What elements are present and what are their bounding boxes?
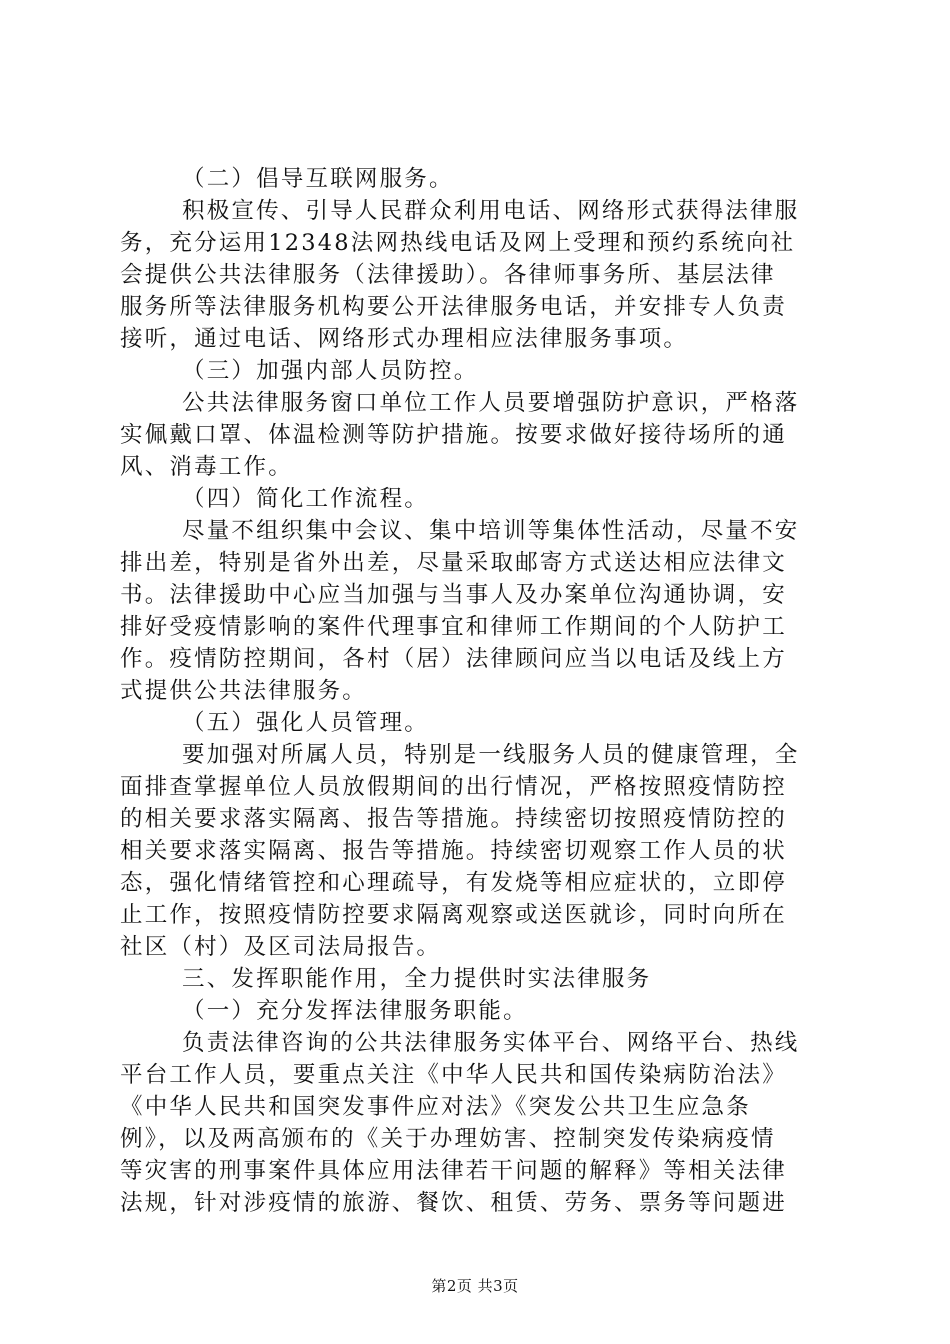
paragraph-line: 风、消毒工作。: [120, 454, 293, 480]
paragraph-line: 服务所等法律服务机构要公开法律服务电话，并安排专人负责: [120, 294, 787, 320]
paragraph-line: 等灾害的刑事案件具体应用法律若干问题的解释》等相关法律: [120, 1158, 787, 1184]
paragraph-line: 务，充分运用12348法网热线电话及网上受理和预约系统向社: [120, 230, 796, 256]
paragraph-first-line: 要加强对所属人员，特别是一线服务人员的健康管理，全: [182, 742, 800, 768]
paragraph-line: 相关要求落实隔离、报告等措施。持续密切观察工作人员的状: [120, 838, 787, 864]
paragraph-line: 作。疫情防控期间，各村（居）法律顾问应当以电话及线上方: [120, 646, 787, 672]
paragraph-first-line: （三）加强内部人员防控。: [182, 358, 479, 384]
paragraph-line: 排好受疫情影响的案件代理事宜和律师工作期间的个人防护工: [120, 614, 787, 640]
paragraph-first-line: （五）强化人员管理。: [182, 710, 430, 736]
paragraph-line: 《中华人民共和国突发事件应对法》《突发公共卫生应急条: [120, 1094, 751, 1120]
paragraph-line: 书。法律援助中心应当加强与当事人及办案单位沟通协调，安: [120, 582, 787, 608]
paragraph-line: 平台工作人员，要重点关注《中华人民共和国传染病防治法》: [120, 1062, 787, 1088]
paragraph-line: 止工作，按照疫情防控要求隔离观察或送医就诊，同时向所在: [120, 902, 787, 928]
paragraph-line: 的相关要求落实隔离、报告等措施。持续密切按照疫情防控的: [120, 806, 787, 832]
paragraph-line: 态，强化情绪管控和心理疏导，有发烧等相应症状的，立即停: [120, 870, 787, 896]
paragraph-line: 排出差，特别是省外出差，尽量采取邮寄方式送达相应法律文: [120, 550, 787, 576]
paragraph-first-line: 公共法律服务窗口单位工作人员要增强防护意识，严格落: [182, 390, 800, 416]
paragraph-first-line: （四）简化工作流程。: [182, 486, 430, 512]
paragraph-first-line: 尽量不组织集中会议、集中培训等集体性活动，尽量不安: [182, 518, 800, 544]
paragraph-line: 面排查掌握单位人员放假期间的出行情况，严格按照疫情防控: [120, 774, 787, 800]
document-body: [120, 163, 832, 1219]
paragraph-first-line: 负责法律咨询的公共法律服务实体平台、网络平台、热线: [182, 1030, 800, 1056]
paragraph-first-line: （二）倡导互联网服务。: [182, 166, 454, 192]
paragraph-first-line: 三、发挥职能作用，全力提供时实法律服务: [182, 966, 652, 992]
paragraph-line: 社区（村）及区司法局报告。: [120, 934, 442, 960]
page-number-footer: 第2页 共3页: [431, 1277, 519, 1295]
paragraph-line: 会提供公共法律服务（法律援助）。各律师事务所、基层法律: [120, 262, 776, 288]
paragraph-line: 例》，以及两高颁布的《关于办理妨害、控制突发传染病疫情: [120, 1126, 776, 1152]
paragraph-line: 接听，通过电话、网络形式办理相应法律服务事项。: [120, 326, 689, 352]
paragraph-first-line: （一）充分发挥法律服务职能。: [182, 998, 528, 1024]
paragraph-line: 法规，针对涉疫情的旅游、餐饮、租赁、劳务、票务等问题进: [120, 1190, 787, 1216]
paragraph-line: 式提供公共法律服务。: [120, 678, 368, 704]
paragraph-line: 实佩戴口罩、体温检测等防护措施。按要求做好接待场所的通: [120, 422, 787, 448]
paragraph-first-line: 积极宣传、引导人民群众利用电话、网络形式获得法律服: [182, 198, 800, 224]
